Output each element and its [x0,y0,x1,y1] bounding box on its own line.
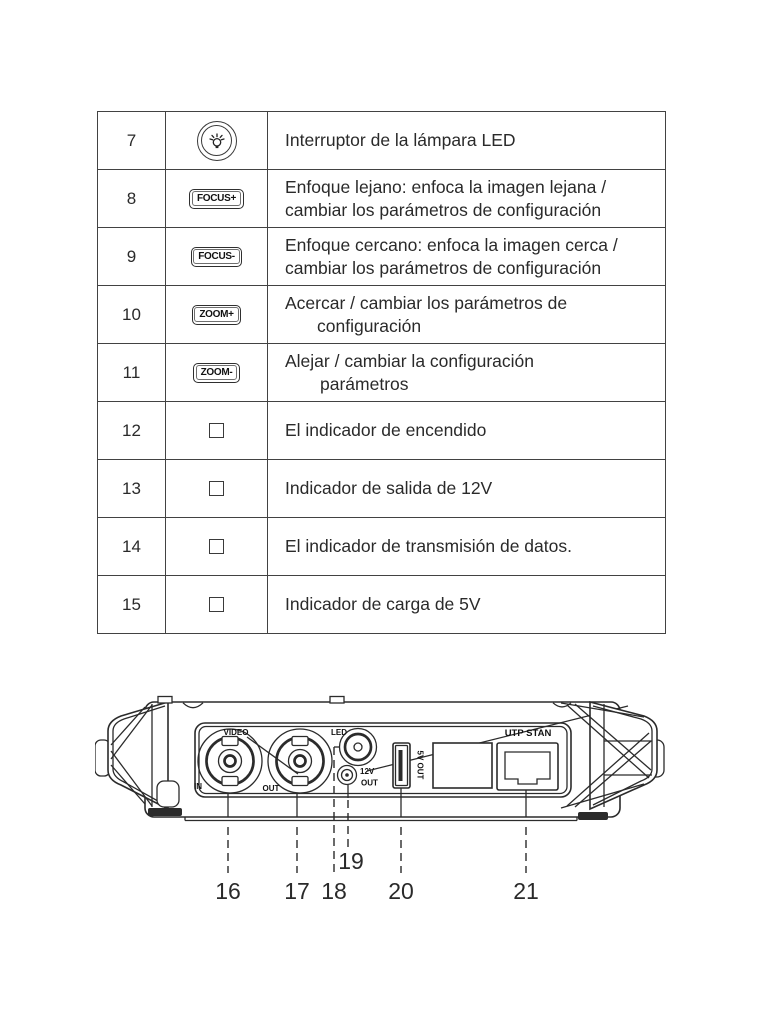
zoom-minus-button-icon [193,363,240,383]
right-foot [578,812,608,820]
description-text-line1: Alejar / cambiar la configuración [285,350,535,371]
rj45-utp-port [497,743,558,790]
zoom-plus-button-icon [192,305,241,325]
icon-cell [166,460,268,518]
icon-cell [166,170,268,228]
callout-number-20: 20 [388,878,414,904]
icon-cell [166,402,268,460]
row-number: 14 [98,518,166,576]
callout-number-19: 19 [338,848,364,874]
12v-out-label: OUT [361,778,378,788]
callout-number-18: 18 [321,878,347,904]
callout-number-16: 16 [215,878,241,904]
icon-cell [166,576,268,634]
5v-charge-indicator-square-icon [209,597,224,612]
description-text: Indicador de salida de 12V [285,478,493,498]
description-cell [268,344,666,402]
focus-minus-button-icon [191,247,243,267]
left-bumper-tab [157,781,179,807]
icon-cell [166,112,268,170]
light-bulb-icon [207,131,227,151]
callout-number-17: 17 [284,878,310,904]
description-text: Interruptor de la lámpara LED [285,130,516,150]
description-text: Indicador de carga de 5V [285,594,481,614]
description-text-line1: Acercar / cambiar los parámetros de [285,292,568,313]
callout-number-21: 21 [513,878,539,904]
description-text: El indicador de encendido [285,420,487,440]
video-out-label: OUT [262,784,280,793]
5v-out-label: 5V OUT [415,750,425,780]
row-number: 12 [98,402,166,460]
bnc-lug-top [222,737,238,746]
table-row-12 [98,402,666,460]
table-row-9 [98,228,666,286]
description-cell [268,576,666,634]
description-text-line1: Enfoque cercano: enfoca la imagen cerca / [285,234,618,255]
bnc-lug-bottom [292,777,308,786]
row-number: 8 [98,170,166,228]
table-row-10 [98,286,666,344]
table-row-14 [98,518,666,576]
icon-cell [166,344,268,402]
description-text-line2: cambiar los parámetros de configuración [285,257,602,278]
device-rear-panel-diagram [95,685,675,910]
description-text-line2: configuración [317,315,422,336]
utp-stan-label: UTP STAN [504,728,552,739]
bnc-lug-bottom [222,777,238,786]
table-row-11 [98,344,666,402]
description-cell [268,402,666,460]
icon-cell [166,228,268,286]
zoom-plus-button-label: ZOOM+ [194,307,238,322]
table-row-15 [98,576,666,634]
video-in-label: IN [194,782,202,791]
description-cell [268,460,666,518]
video-label: VIDEO [223,728,249,737]
focus-minus-button-label: FOCUS- [193,249,240,264]
description-cell [268,170,666,228]
row-number: 10 [98,286,166,344]
top-tab-left [158,697,172,704]
description-text: El indicador de transmisión de datos. [285,536,572,556]
icon-cell [166,286,268,344]
power-indicator-square-icon [209,423,224,438]
led-lamp-button-inner-ring [201,125,232,156]
table-row-7 [98,112,666,170]
blank-port [433,743,492,788]
bnc-lug-top [292,737,308,746]
row-number: 7 [98,112,166,170]
top-tab-middle [330,697,344,704]
description-cell [268,228,666,286]
device-diagram-svg [95,685,675,910]
icon-cell [166,518,268,576]
data-transmission-indicator-square-icon [209,539,224,554]
12v-output-indicator-square-icon [209,481,224,496]
usb-5v-out-port [393,743,410,788]
focus-plus-button-label: FOCUS+ [192,191,241,206]
description-text-line2: cambiar los parámetros de configuración [285,199,602,220]
description-text-line1: Enfoque lejano: enfoca la imagen lejana / [285,176,607,197]
spec-table [97,111,666,634]
led-label: LED [331,728,347,737]
table-row-8 [98,170,666,228]
description-cell [268,518,666,576]
zoom-minus-button-label: ZOOM- [196,365,238,380]
table-row-13 [98,460,666,518]
description-cell [268,112,666,170]
row-number: 13 [98,460,166,518]
row-number: 11 [98,344,166,402]
focus-plus-button-icon [189,189,243,209]
row-number: 9 [98,228,166,286]
row-number: 15 [98,576,166,634]
led-lamp-button-icon [197,121,237,161]
description-cell [268,286,666,344]
description-text-line2: parámetros [320,373,409,394]
left-foot [148,808,182,816]
12v-label: 12V [360,767,375,776]
